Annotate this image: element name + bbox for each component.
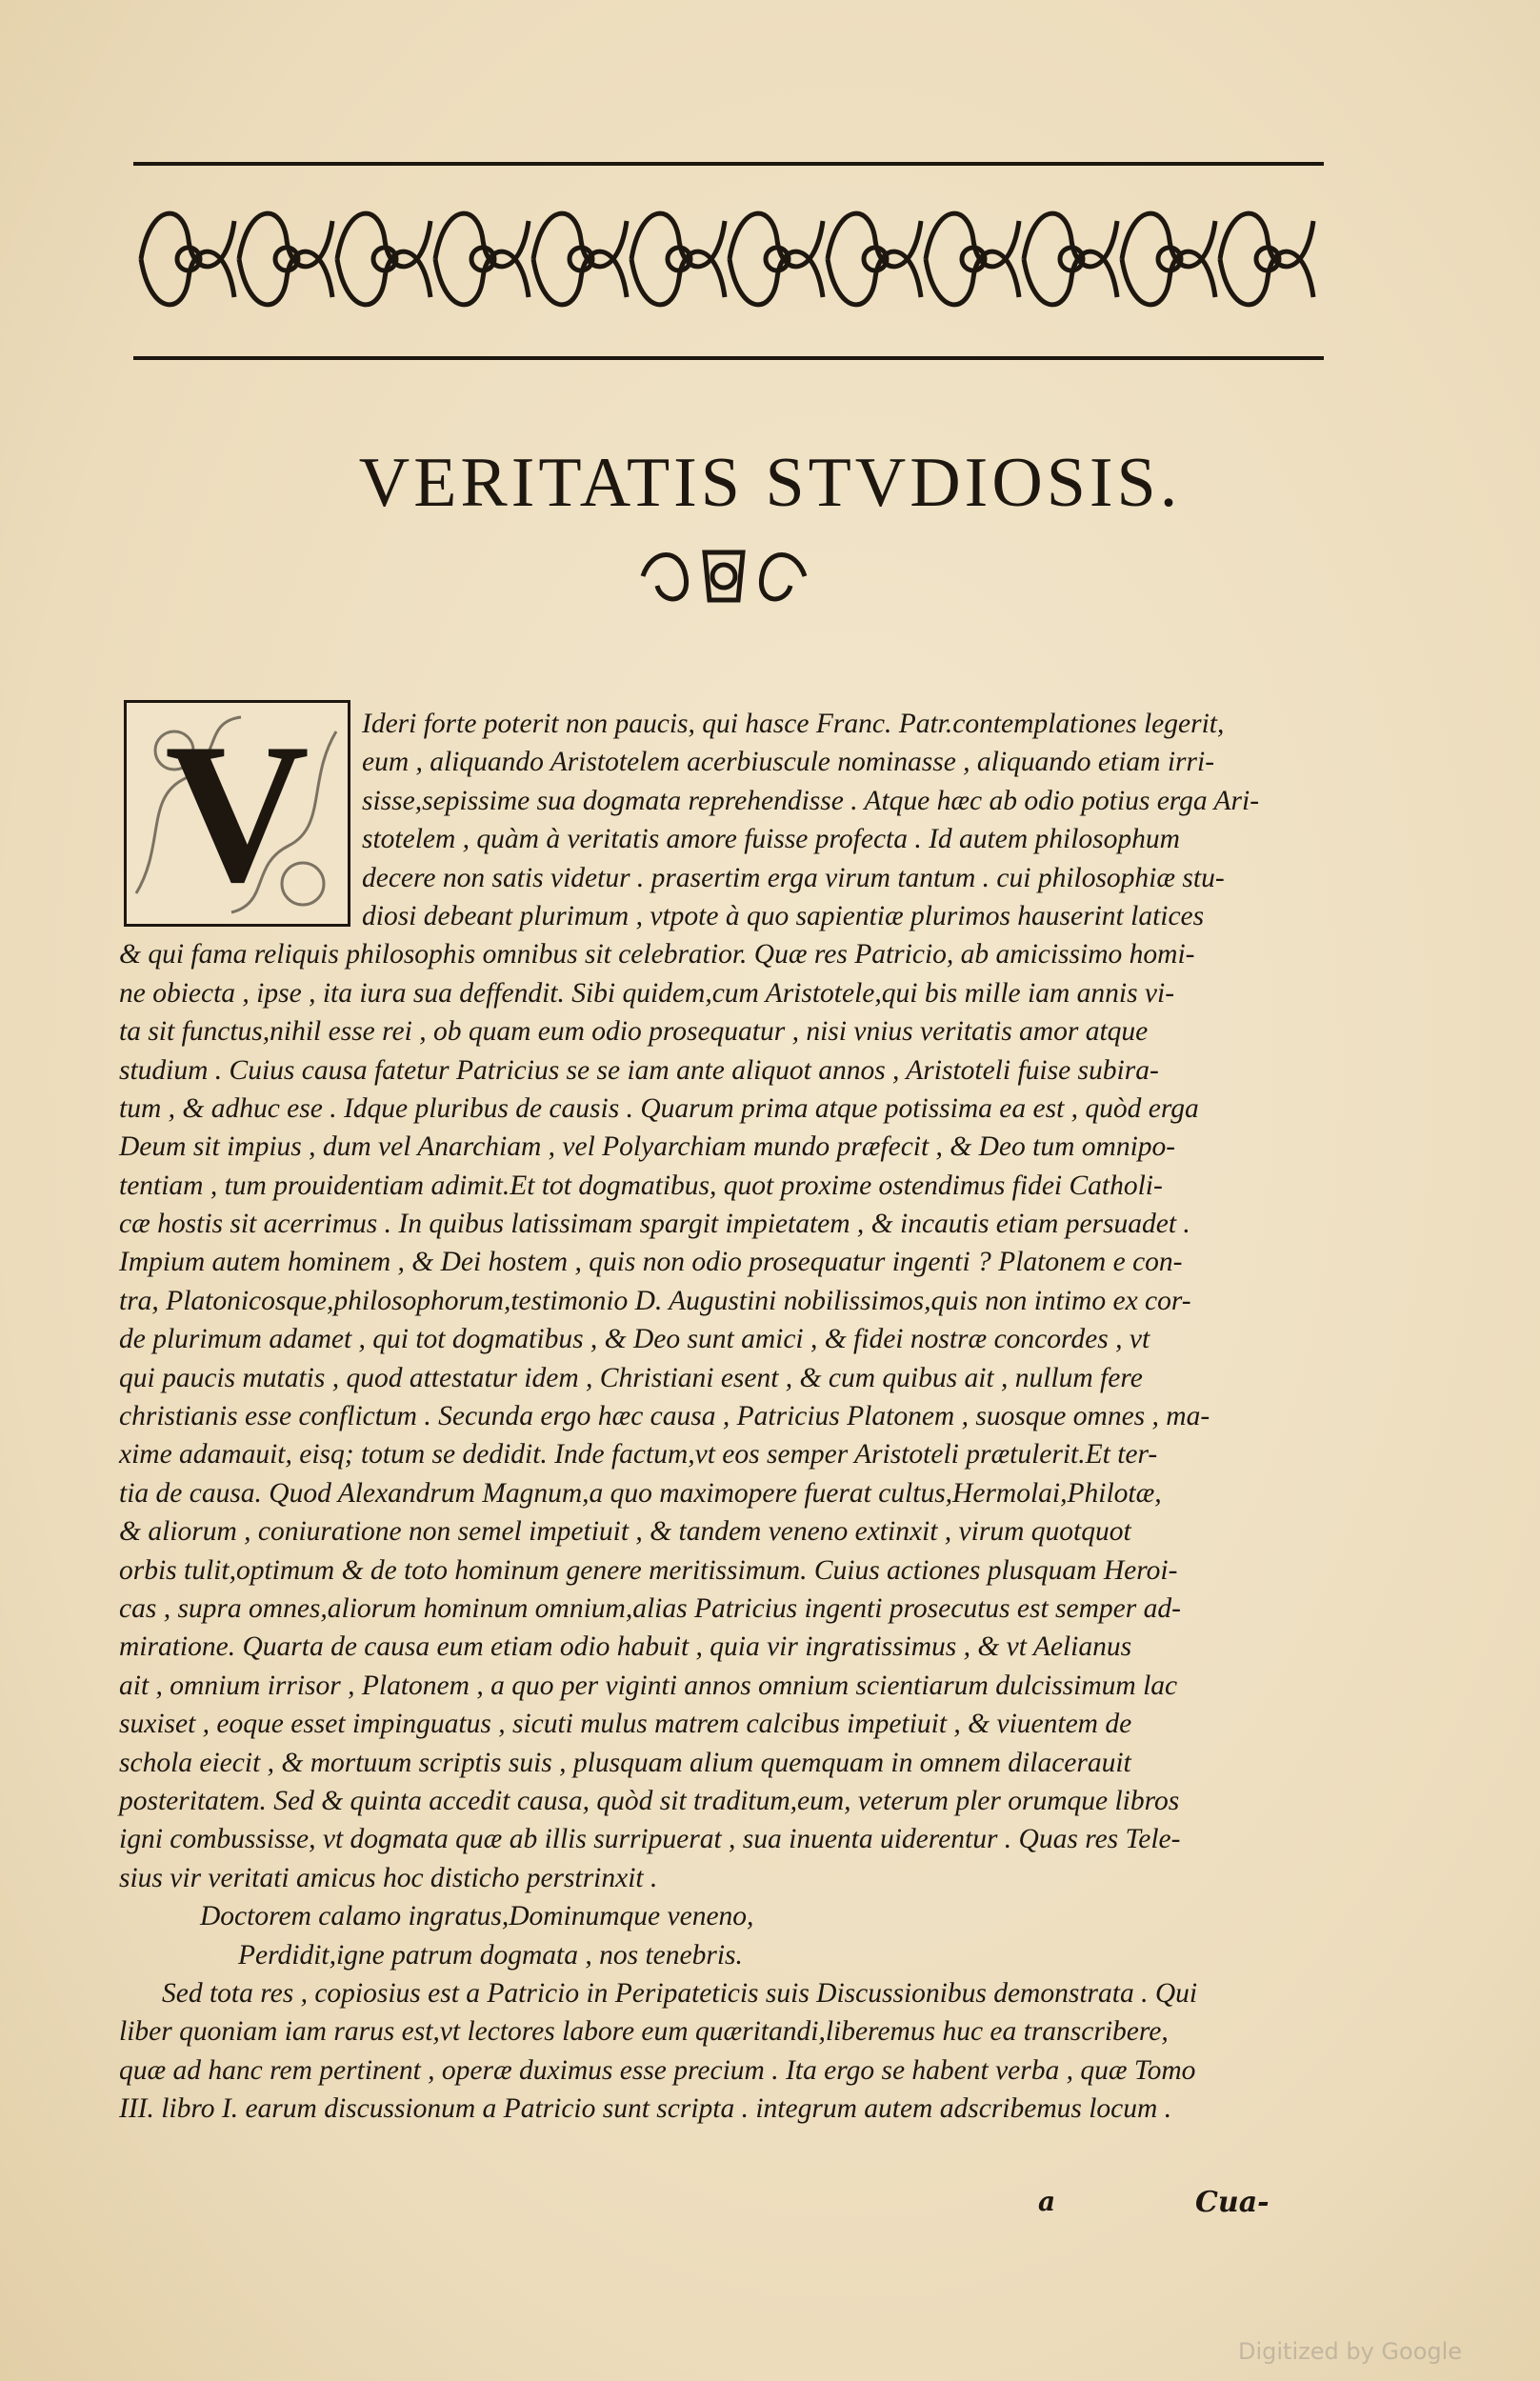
text-line: igni combussisse, vt dogmata quæ ab illis surripuerat , sua inuenta uiderentur . Quas res Tele- — [119, 1824, 1181, 1855]
text-line: studium . Cuius causa fatetur Patricius se se iam ante aliquot annos , Aristoteli fuise subira- — [119, 1054, 1159, 1086]
ornament-motif — [533, 213, 627, 305]
text-line: stotelem , quàm à veritatis amore fuisse profecta . Id autem philosophum — [362, 824, 1180, 855]
text-line: diosi debeant plurimum , vtpote à quo sapientiæ plurimos hauserint latices — [362, 900, 1205, 931]
decorative-headpiece — [133, 162, 1324, 360]
ornament-motif — [1024, 213, 1117, 305]
ornament-motif — [828, 213, 921, 305]
ornament-motif — [926, 213, 1019, 305]
text-line: ta sit functus,nihil esse rei , ob quam eum odio prosequatur , nisi vnius veritatis amor atque — [119, 1016, 1149, 1048]
text-line: sius vir veritati amicus hoc disticho perstrinxit . — [119, 1862, 658, 1893]
text-line: & qui fama reliquis philosophis omnibus sit celebratior. Quæ res Patricio, ab amicissimo homi- — [119, 939, 1195, 970]
text-line: eum , aliquando Aristotelem acerbiuscule nominasse , aliquando etiam irri- — [362, 747, 1215, 778]
text-line: tentiam , tum prouidentiam adimit.Et tot dogmatibus, quot proxime ostendimus fidei Catholi- — [119, 1170, 1163, 1201]
text-line: sisse,sepissime sua dogmata reprehendisse . Atque hæc ab odio potius erga Ari- — [362, 785, 1260, 816]
initial-letter: V — [165, 703, 310, 924]
text-line: schola eiecit , & mortuum scriptis suis , plusquam alium quemquam in omnem dilacerauit — [119, 1747, 1131, 1778]
ornament-motif — [239, 213, 332, 305]
text-line: tia de causa. Quod Alexandrum Magnum,a quo maximopere fuerat cultus,Hermolai,Philotæ, — [119, 1477, 1162, 1509]
text-line: quæ ad hanc rem pertinent , operæ duximus esse precium . Ita ergo se habent verba , quæ Tomo — [119, 2054, 1196, 2086]
text-line: christianis esse conflictum . Secunda ergo hæc causa , Patricius Platonem , suosque omnes , ma- — [119, 1401, 1210, 1432]
digitization-watermark: Digitized by Google — [1238, 2338, 1463, 2365]
signature-mark: a — [1038, 2186, 1056, 2217]
text-line: cæ hostis sit acerrimus . In quibus latissimam spargit impietatem , & incautis etiam persuadet . — [119, 1209, 1190, 1240]
ornament-motif — [435, 213, 529, 305]
text-line: Deum sit impius , dum vel Anarchiam , vel Polyarchiam mundo præfecit , & Deo tum omnipo- — [119, 1131, 1176, 1163]
text-line: liber quoniam iam rarus est,vt lectores labore eum quæritandi,liberemus huc ea transcribere, — [119, 2016, 1169, 2048]
text-line: posteritatem. Sed & quinta accedit causa, quòd sit traditum,eum, veterum pler orumque libros — [119, 1785, 1180, 1816]
ornament-motif — [1220, 213, 1313, 305]
ornament-motif — [1122, 213, 1215, 305]
fleuron-ornament-icon — [633, 538, 814, 618]
text-line: de plurimum adamet , qui tot dogmatibus , & Deo sunt amici , & fidei nostræ concordes , vt — [119, 1324, 1150, 1355]
text-line: orbis tulit,optimum & de toto hominum genere meritissimum. Cuius actiones plusquam Heroi- — [119, 1554, 1178, 1586]
text-line: Impium autem hominem , & Dei hostem , quis non odio prosequatur ingenti ? Platonem e con- — [119, 1247, 1183, 1278]
text-line: & aliorum , coniuratione non semel impetiuit , & tandem veneno extinxit , virum quotquot — [119, 1516, 1131, 1548]
text-line: qui paucis mutatis , quod attestatur idem , Christiani esent , & cum quibus ait , nullum fere — [119, 1362, 1143, 1393]
text-line: III. libro I. earum discussionum a Patricio sunt scripta . integrum autem adscribemus locum . — [119, 2093, 1172, 2125]
text-line: ne obiecta , ipse , ita iura sua deffendit. Sibi quidem,cum Aristotele,qui bis mille iam annis vi- — [119, 977, 1175, 1009]
ornament-motif — [337, 213, 430, 305]
text-line: decere non satis videtur . prasertim erga virum tantum . cui philosophiæ stu- — [362, 862, 1225, 893]
catchword: Cua- — [1195, 2186, 1270, 2219]
verse-line: Perdidit,igne patrum dogmata , nos tenebris. — [238, 1939, 743, 1971]
body-text — [119, 705, 1329, 2128]
text-line: Ideri forte poterit non paucis, qui hasce Franc. Patr.contemplationes legerit, — [362, 709, 1225, 739]
page-title: VERITATIS STVDIOSIS. — [358, 443, 1182, 522]
text-line: tum , & adhuc ese . Idque pluribus de causis . Quarum prima atque potissima ea est , quòd erga — [119, 1092, 1199, 1124]
ornament-motif — [730, 213, 823, 305]
text-line: tra, Platonicosque,philosophorum,testimonio D. Augustini nobilissimos,quis non intimo ex cor- — [119, 1285, 1191, 1316]
text-line: xime adamauit, eisq; totum se dedidit. Inde factum,vt eos semper Aristoteli prætulerit.Et ter- — [119, 1439, 1158, 1471]
ornament-motif — [631, 213, 725, 305]
ornament-motif — [141, 213, 234, 305]
text-line: cas , supra omnes,aliorum hominum omnium,alias Patricius ingenti prosecutus est semper ad- — [119, 1592, 1181, 1624]
text-line: Sed tota res , copiosius est a Patricio in Peripateticis suis Discussionibus demonstrata . Qui — [162, 1977, 1198, 2009]
text-line: ait , omnium irrisor , Platonem , a quo per viginti annos omnium scientiarum dulcissimum lac — [119, 1670, 1178, 1701]
text-line: suxiset , eoque esset impinguatus , sicuti mulus matrem calcibus impetiuit , & viuentem de — [119, 1709, 1132, 1740]
verse-line: Doctorem calamo ingratus,Dominumque veneno, — [200, 1901, 754, 1932]
text-line: miratione. Quarta de causa eum etiam odio habuit , quia vir ingratissimus , & vt Aelianus — [119, 1631, 1132, 1663]
